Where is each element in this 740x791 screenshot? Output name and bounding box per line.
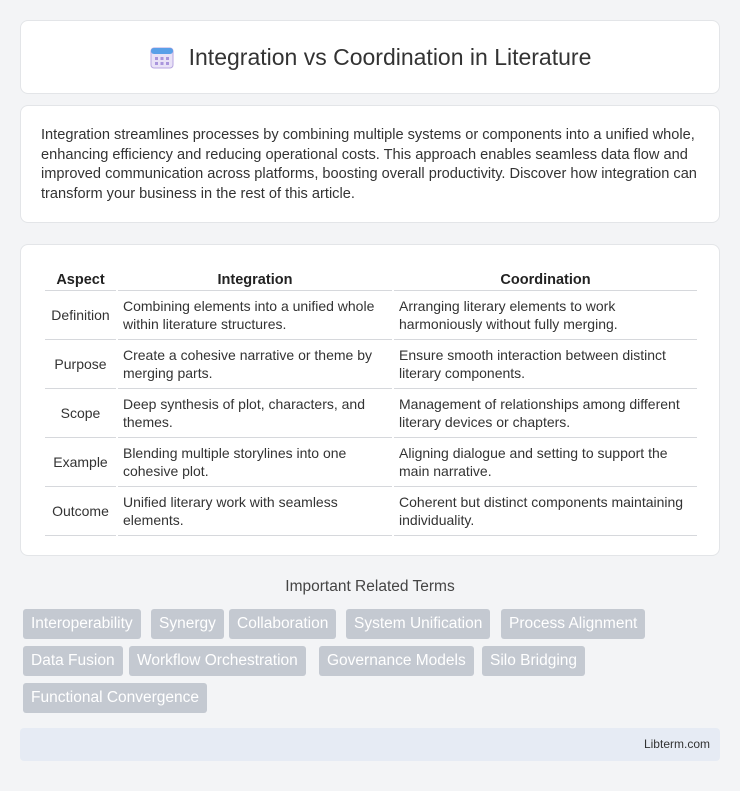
term-tag[interactable]: Workflow Orchestration [129, 646, 306, 676]
comparison-table-card [20, 244, 720, 556]
term-tag[interactable]: Silo Bridging [482, 646, 585, 676]
aspect-cell: Definition [45, 291, 116, 340]
table-row [45, 291, 697, 340]
term-tag[interactable]: Governance Models [319, 646, 474, 676]
header-card [20, 20, 720, 94]
header-coordination: Coordination [394, 265, 697, 291]
footer [20, 728, 720, 761]
table-row [45, 389, 697, 438]
integration-cell: Blending multiple storylines into one cohesive plot. [118, 438, 392, 487]
page-title: Integration vs Coordination in Literature [188, 43, 592, 70]
term-tag[interactable]: Data Fusion [23, 646, 123, 676]
calendar-icon [149, 44, 175, 70]
footer-site-link[interactable]: Libterm.com [643, 737, 710, 751]
term-tag[interactable]: Process Alignment [501, 609, 645, 639]
aspect-cell: Scope [45, 389, 116, 438]
table-row [45, 340, 697, 389]
header-integration: Integration [118, 265, 392, 291]
comparison-table [43, 265, 699, 536]
intro-card [20, 105, 720, 223]
integration-cell: Create a cohesive narrative or theme by merging parts. [118, 340, 392, 389]
coordination-cell: Coherent but distinct components maintaining individuality. [394, 487, 697, 536]
term-tag[interactable]: Interoperability [23, 609, 141, 639]
term-tag[interactable]: Functional Convergence [23, 683, 207, 713]
coordination-cell: Management of relationships among different literary devices or chapters. [394, 389, 697, 438]
coordination-cell: Ensure smooth interaction between distinct literary components. [394, 340, 697, 389]
aspect-cell: Purpose [45, 340, 116, 389]
table-row [45, 487, 697, 536]
term-tag[interactable]: Synergy [151, 609, 224, 639]
coordination-cell: Arranging literary elements to work harmoniously without fully merging. [394, 291, 697, 340]
related-terms-title: Important Related Terms [285, 578, 455, 595]
term-tag[interactable]: Collaboration [229, 609, 336, 639]
integration-cell: Combining elements into a unified whole within literature structures. [118, 291, 392, 340]
integration-cell: Unified literary work with seamless elements. [118, 487, 392, 536]
table-header-row [45, 265, 697, 291]
coordination-cell: Aligning dialogue and setting to support the main narrative. [394, 438, 697, 487]
table-row [45, 438, 697, 487]
integration-cell: Deep synthesis of plot, characters, and themes. [118, 389, 392, 438]
intro-text: Integration streamlines processes by combining multiple systems or components into a unified whole, enhancing efficiency and reducing operational costs. This approach enables seamless data flow and improved communication across platforms, boosting overall productivity. Discover how integration can transform your business in the rest of this article. [41, 127, 697, 202]
aspect-cell: Outcome [45, 487, 116, 536]
header-aspect: Aspect [45, 265, 116, 291]
term-tag[interactable]: System Unification [346, 609, 490, 639]
aspect-cell: Example [45, 438, 116, 487]
